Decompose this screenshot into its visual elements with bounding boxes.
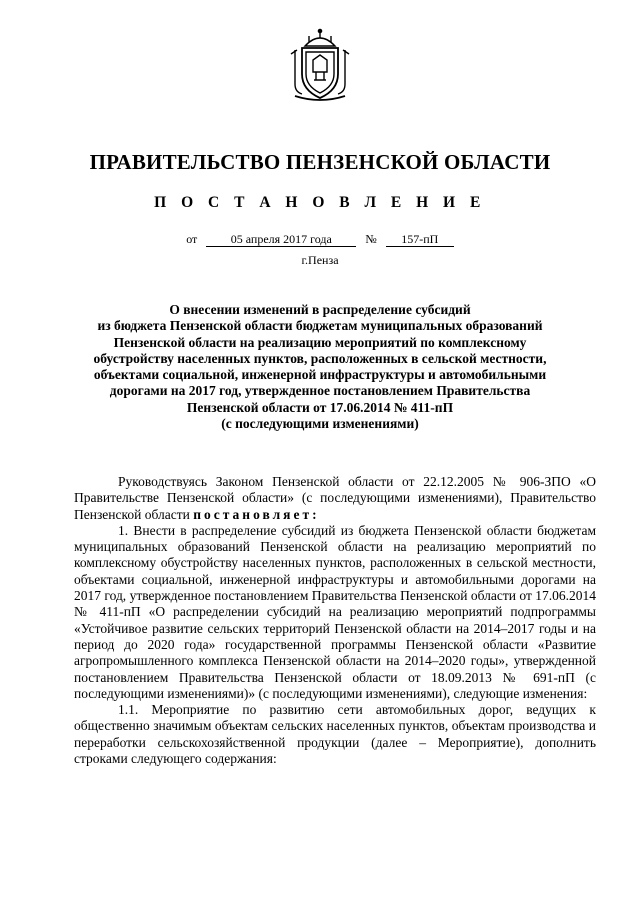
title-line: Пензенской области на реализацию мероприятий по комплексному [113, 334, 527, 350]
preamble-paragraph [74, 474, 596, 523]
city: г.Пенза [301, 253, 339, 267]
title-line: Пензенской области от 17.06.2014 № 411-пП [186, 399, 454, 415]
title-line: объектами социальной, инженерной инфраструктуры и автомобильными [93, 367, 547, 383]
clause-1-paragraph: 1. Внести в распределение субсидий из бюджета Пензенской области бюджетам муниципальных образований Пензенской области на реализацию мероприятий по комплексному обустройству населенных пунктов, расположенных в сельской местности, объектами социальной, инженерной инфраструктуры и автомобильными дорогами на 2017 год, утвержденное постановлением Правительства Пензенской области от 17.06.2014 № 411-пП «О распределении субсидий на реализацию мероприятий подпрограммы «Устойчивое развитие сельских территорий Пензенской области на 2014–2017 годы и на период до 2020 года» государственной программы Пензенской области «Развитие агропромышленного комплекса Пензенской области на 2014–2020 годы», утвержденной постановлением Правительства Пензенской области от 18.09.2013 № 691-пП (с последующими изменениями)» (с последующими изменениями), следующие изменения: [74, 522, 596, 701]
title-line: О внесении изменений в распределение субсидий [169, 302, 471, 317]
date-prefix: от [186, 232, 198, 246]
decree-date: 05 апреля 2017 года [206, 233, 356, 247]
coat-of-arms-icon [289, 28, 351, 102]
decree-number: 157-пП [386, 233, 454, 247]
clause-1-1-paragraph: 1.1. Мероприятие по развитию сети автомобильных дорог, ведущих к общественно значимым объектам сельских населенных пунктов, объектам производства и переработки сельскохозяйственной продукции (далее – Мероприятие), дополнить строками следующего содержания: [74, 702, 596, 767]
document-type: П О С Т А Н О В Л Е Н И Е [154, 194, 486, 211]
date-number-line [0, 232, 640, 247]
government-name: ПРАВИТЕЛЬСТВО ПЕНЗЕНСКОЙ ОБЛАСТИ [89, 150, 551, 174]
number-prefix: № [365, 232, 377, 246]
title-line: обустройству населенных пунктов, расположенных в сельской местности, [93, 350, 547, 366]
title-line: из бюджета Пензенской области бюджетам муниципальных образований [97, 318, 543, 334]
decree-title [60, 302, 580, 432]
title-line: (с последующими изменениями) [221, 416, 419, 432]
decree-body [74, 474, 596, 767]
preamble-text: Руководствуясь Законом Пензенской области от 22.12.2005 № 906-ЗПО «О Правительстве Пензенской области» (с последующими изменениями), Правительство Пензенской области [74, 474, 596, 522]
resolves-word: постановляет: [193, 506, 320, 522]
title-line: дорогами на 2017 год, утвержденное постановлением Правительства [109, 383, 531, 399]
